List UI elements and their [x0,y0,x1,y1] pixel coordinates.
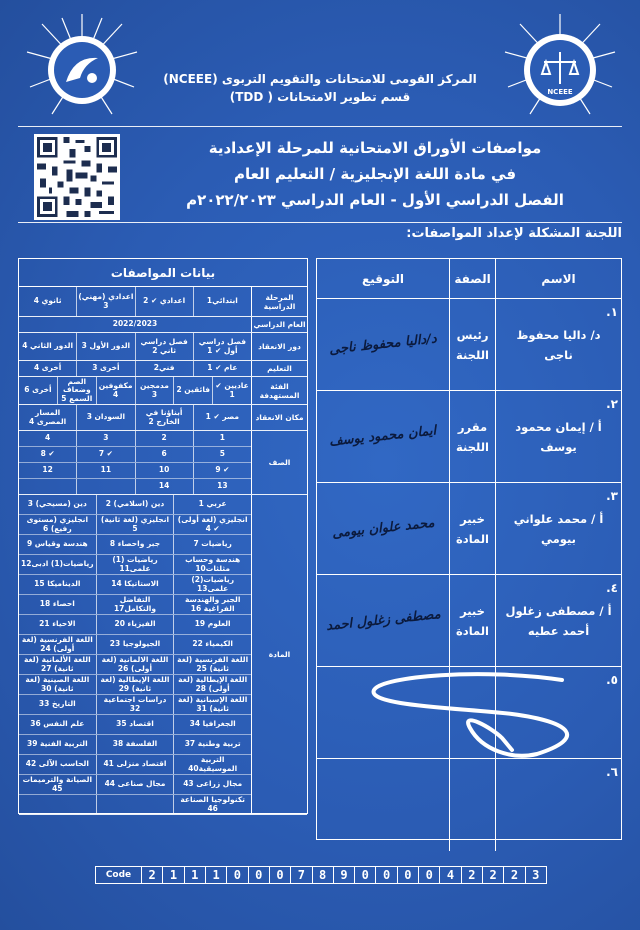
member-role-line-1: مقرر [457,419,488,434]
member-role-line-2: المادة [456,623,489,638]
committee-row [317,759,621,851]
committee-row [317,299,621,391]
specification-label: مكان الانعقاد [251,405,307,430]
specification-row [19,317,307,333]
member-name [495,759,621,851]
specification-option: مجال زراعى 43 [173,775,251,794]
specification-option: رياضيات 7 [173,535,251,554]
specification-option: اللغة الفرنسية (لغة أولى) 24 [21,635,93,653]
member-name-line-2: ناجى [544,347,573,362]
specification-label: الصف [251,431,307,494]
specification-row [19,333,307,361]
code-digit: 2 [142,867,163,883]
specification-option: أخرى 3 [76,361,134,376]
specification-option: 4 [45,433,51,443]
specification-label: المرحلة الدراسية [251,287,307,316]
member-name-line-1: أ / محمد علواني [513,511,604,526]
member-signature-cell [317,575,449,666]
specification-option: فائقين 2 [173,377,212,404]
code-digit: 2 [462,867,483,883]
specification-option: 6 [135,447,193,462]
member-name-line-2: يوسف [540,439,577,454]
specifications-grid [19,287,307,815]
nceee-logo-icon [500,12,620,122]
column-header-signature: التوقيع [362,271,404,286]
specification-option: الحاسب الآلى 42 [25,759,89,769]
specification-option: أخرى 4 [33,363,62,373]
committee-row [317,391,621,483]
specification-option: الصيانة والترميمات 45 [22,775,93,793]
specification-option: الجيولوجيا 23 [96,635,174,654]
specification-option: اللغة الالمانية (لغة أولى) 26 [96,655,174,674]
specification-option: دين (مسيحي) 3 [27,499,87,509]
committee-row [317,483,621,575]
specification-label: التعليم [251,361,307,376]
specification-row [19,361,307,377]
specification-option: اقتصاد منزلى 41 [96,755,174,774]
specification-option: مجال صناعى 44 [96,775,174,794]
member-name [495,483,621,574]
specification-option: الجبر والهندسة الفراغية 16 [173,595,251,614]
title-divider [18,222,622,223]
specification-option: تكنولوجيا الصناعة 46 [173,795,251,814]
specification-option: مصر ✔ 1 [193,405,251,430]
specification-option: علم النفس 36 [30,719,85,729]
row-number: ٥. [606,673,618,687]
specification-option: فني2 [135,361,193,376]
specification-option: 3 [76,431,134,446]
specification-option: الدور الأول 3 [76,333,134,360]
specification-option: 14 [135,479,193,494]
code-digit: 1 [163,867,184,883]
code-digit: 7 [291,867,312,883]
specification-option: اللغة الإيطالية (لغة ثانية) 29 [96,675,174,694]
column-header-name: الاسم [495,259,621,298]
specification-option: الفلسفة 38 [96,735,174,754]
code-digit: 1 [206,867,227,883]
specification-label: دور الانعقاد [251,333,307,360]
code-digit: 4 [440,867,461,883]
member-role-line-1: خبير [460,511,485,526]
member-role [449,391,495,482]
specification-option: الاستاتيكا 14 [96,575,174,594]
row-number: ٤. [606,581,618,595]
specification-option: ابتدائي1 [193,287,251,316]
code-digit: 0 [270,867,291,883]
document-title-block [130,135,620,213]
specification-option: رياضيات(2) علمى13 [173,575,251,594]
member-name-line-2: بيومي [541,531,576,546]
specification-option: التربية الفنية 39 [27,739,88,749]
member-name [495,575,621,666]
member-role-line-1: رئيس [456,327,489,342]
specification-option: ثانوي 4 [33,296,62,306]
specification-option: مكفوفين 4 [96,377,135,404]
handwritten-signature: محمد علوان بيومى [331,515,435,542]
specification-option: فصل دراسي ثاني 2 [135,333,193,360]
code-digit: 9 [334,867,355,883]
handwritten-signature: د/داليا محفوظ ناجى [328,331,438,358]
title-line-2: في مادة اللغة الإنجليزية / التعليم العام [233,165,517,183]
member-role-line-2: اللجنة [456,347,489,362]
specification-option: الجغرافيا 34 [173,715,251,734]
member-signature-cell [317,759,449,851]
specification-option: مدمجين 3 [135,377,174,404]
specifications-table [18,258,308,814]
member-name-line-1: د/ داليا محفوظ [516,327,601,342]
specification-option: 2 [135,431,193,446]
specification-option: دين (اسلامي) 2 [96,495,174,514]
specification-option: الديناميكا 15 [34,579,81,589]
specification-row [19,377,307,405]
header-divider [18,126,622,127]
member-name-line-1: أ / مصطفى زغلول [505,603,612,618]
specification-label: الفئة المستهدفة [251,377,307,404]
specification-option: ✔ 7 [76,447,134,462]
member-role [449,483,495,574]
member-role-line-2: المادة [456,531,489,546]
row-number: ٢. [606,397,618,411]
specification-row [19,495,307,815]
row-number: ٣. [606,489,618,503]
code-digit: 0 [249,867,270,883]
specification-option: انجليزي (مستوى رفيع) 6 [26,515,89,533]
specification-option: 13 [193,479,251,494]
member-name [495,299,621,390]
code-bar [95,866,547,884]
scribble-mark-icon [362,668,592,758]
member-role [449,575,495,666]
code-label: Code [96,867,142,883]
specification-option: التربية الموسيقية40 [173,755,251,774]
specification-option: هندسة وحساب مثلثات10 [173,555,251,574]
specification-option: أبناؤنا في الخارج 2 [135,405,193,430]
specifications-title: بيانات المواصفات [19,259,307,287]
title-line-3: الفصل الدراسي الأول - العام الدراسي ٢٠٢٢/٢٠٢٣م [186,191,564,209]
specification-option: الصم وضعاف السمع 5 [57,377,96,404]
code-digit: 1 [185,867,206,883]
specification-row [19,287,307,317]
specification-option: اللغة الفرنسية (لغة ثانية) 25 [173,655,251,674]
tdd-logo-icon [22,12,142,122]
specification-option: دراسات اجتماعية 32 [96,695,174,714]
row-number: ١. [606,305,618,319]
specification-option: الفيزياء 20 [96,615,174,634]
specification-row [19,405,307,431]
specification-option: أخرى 6 [24,385,52,395]
specification-option: عام ✔ 1 [193,361,251,376]
specification-option [19,795,96,814]
specification-option: الدور الثاني 4 [22,341,74,351]
specification-label: المادة [251,495,307,814]
handwritten-signature: مصطفى زغلول احمد [325,607,441,634]
specification-option: 11 [76,463,134,478]
organization-department: قسم تطوير الامتحانات ( TDD) [229,90,411,104]
specification-option: التاريخ 33 [38,699,76,709]
specification-option: التفاضل والتكامل17 [96,595,174,614]
member-signature-cell [317,299,449,390]
code-digit: 2 [483,867,504,883]
specification-option [19,479,76,494]
handwritten-signature: ايمان محمود يوسف [328,423,438,450]
specification-option: 12 [42,465,53,475]
specification-option: الاحياء 21 [39,619,76,629]
column-header-role: الصفة [449,259,495,298]
row-number: ٦. [606,765,618,779]
specification-option: اعدادي ✔ 2 [135,287,193,316]
specification-option: 2022/2023 [112,319,158,329]
code-digit: 0 [419,867,440,883]
specification-option: 1 [193,431,251,446]
member-role-line-2: اللجنة [456,439,489,454]
specification-option: عربي 1 [173,495,251,514]
specification-option: العلوم 19 [173,615,251,634]
specification-label: العام الدراسي [251,317,307,332]
svg-text:NCEEE: NCEEE [547,88,573,96]
code-digit: 8 [313,867,334,883]
organization-name: المركز القومى للامتحانات والتقويم التربوى (NCEEE) [163,72,477,86]
member-name [495,391,621,482]
member-name-line-1: أ / إيمان محمود [515,419,602,434]
qr-code-icon [34,134,120,220]
member-signature-cell [317,483,449,574]
specification-option: هندسة وقياس 9 [26,539,88,549]
specification-row [19,431,307,495]
specification-option: الكيمياء 22 [173,635,251,654]
title-line-1: مواصفات الأوراق الامتحانية للمرحلة الإعدادية [208,139,542,157]
code-digit: 2 [504,867,525,883]
specification-option: عاديين ✔ 1 [212,377,251,404]
member-role [449,299,495,390]
specification-option: السودان 3 [76,405,134,430]
member-role-line-1: خبير [460,603,485,618]
specification-option: احصاء 18 [39,599,75,609]
code-digit: 0 [355,867,376,883]
specification-option: تربية وطنية 37 [173,735,251,754]
specification-option: اعدادي (مهني) 3 [76,287,134,316]
specification-option: انجليزي (لغة أولى) ✔ 4 [173,515,251,534]
specification-option: 10 [135,463,193,478]
member-name-line-2: أحمد عطيه [527,623,590,638]
specification-option [96,795,174,814]
specification-option: 5 [193,447,251,462]
specification-option: اللغة الإسبانية (لغة ثانية) 31 [173,695,251,714]
specification-option: اللغة الصينية (لغة ثانية) 30 [25,675,90,693]
specification-option: رياضيات(1) ادبى12 [21,559,94,569]
code-digit: 0 [398,867,419,883]
specification-option: رياضيات (1) علمى11 [96,555,174,574]
specification-option: المسار المصرى 4 [29,408,67,426]
specification-option [76,479,134,494]
specification-option: ✔ 9 [193,463,251,478]
code-digit: 0 [227,867,248,883]
specification-option: اللغة الإيطالية (لغة أولى) 28 [173,675,251,694]
code-digit: 3 [532,868,540,882]
specification-option: اقتصاد 35 [96,715,174,734]
member-signature-cell [317,391,449,482]
code-digit: 0 [376,867,397,883]
member-role [449,759,495,851]
committee-heading: اللجنة المشكلة لإعداد المواصفات: [406,226,622,241]
organization-block [150,70,490,106]
specification-option: جبر واحصاء 8 [96,535,174,554]
specification-option: انجليزي (لغة ثانية) 5 [96,515,174,534]
specification-option: اللغة الألمانية (لغة ثانية) 27 [23,655,91,673]
committee-table-header [317,259,621,299]
specification-option: ✔ 8 [40,449,55,459]
committee-row [317,575,621,667]
specification-option: فصل دراسي أول ✔ 1 [193,333,251,360]
